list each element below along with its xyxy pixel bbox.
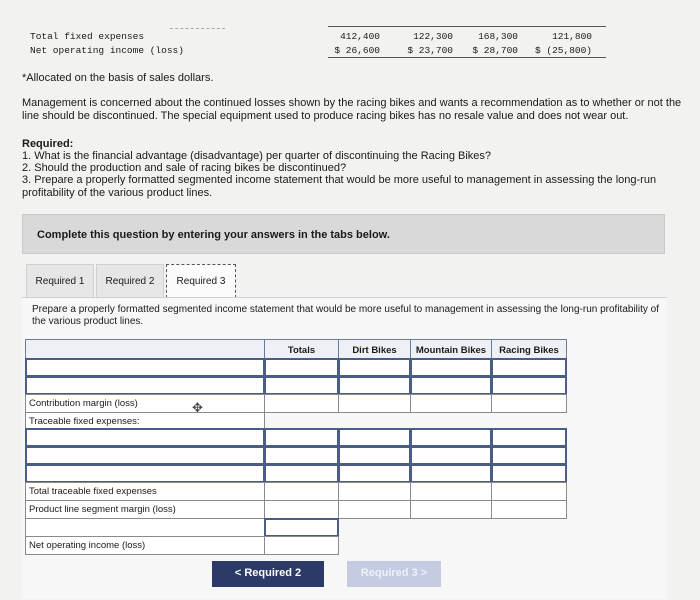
next-button[interactable] [347, 561, 441, 587]
table-header-dirt-bikes: Dirt Bikes [338, 339, 411, 359]
amount-input[interactable] [338, 428, 411, 447]
amount-input[interactable] [410, 482, 492, 501]
table-header-racing-bikes: Racing Bikes [491, 339, 567, 359]
fin-value: $ 26,600 [334, 45, 380, 56]
amount-input[interactable] [264, 394, 339, 413]
amount-input[interactable] [410, 376, 492, 395]
amount-input[interactable] [491, 482, 567, 501]
fin-value: $ 28,700 [472, 45, 518, 56]
fin-label-net-operating: Net operating income (loss) [30, 45, 184, 56]
amount-input[interactable] [264, 428, 339, 447]
table-header-blank [25, 339, 265, 359]
tab-label: Required 2 [105, 276, 155, 287]
amount-input[interactable] [410, 446, 492, 465]
amount-input[interactable] [264, 500, 339, 519]
amount-input[interactable] [264, 464, 339, 483]
amount-input[interactable] [410, 358, 492, 377]
prev-button-label: Required 2 [244, 567, 302, 579]
net-operating-income-label: Net operating income (loss) [25, 536, 265, 555]
amount-input[interactable] [491, 428, 567, 447]
row-label-input[interactable] [25, 428, 265, 447]
amount-input[interactable] [410, 394, 492, 413]
next-button-label: Required 3 [360, 567, 418, 579]
amount-input[interactable] [410, 464, 492, 483]
amount-input[interactable] [338, 394, 411, 413]
fin-value: 121,800 [552, 31, 592, 42]
move-cursor-icon: ✥ [192, 400, 203, 415]
amount-input[interactable] [264, 518, 339, 537]
top-rule [328, 26, 606, 27]
footnote: *Allocated on the basis of sales dollars. [22, 72, 214, 84]
tab-required-2[interactable] [96, 264, 164, 298]
tab-required-3[interactable] [166, 264, 236, 298]
traceable-fixed-label: Traceable fixed expenses: [25, 412, 265, 429]
row-label-input[interactable] [25, 464, 265, 483]
amount-input[interactable] [410, 428, 492, 447]
prev-button[interactable] [212, 561, 324, 587]
total-traceable-label: Total traceable fixed expenses [25, 482, 265, 501]
amount-input[interactable] [338, 376, 411, 395]
amount-input[interactable] [410, 500, 492, 519]
amount-input[interactable] [338, 482, 411, 501]
management-text: Management is concerned about the continued losses shown by the racing bikes and wants a recommendation as to whether or not the line should be discontinued. The special equipment used to produce racing bikes has no resale value and does not wear out. [22, 97, 682, 122]
required-item-2: 2. Should the production and sale of racing bikes be discontinued? [22, 162, 347, 174]
tab-required-1[interactable] [26, 264, 94, 298]
table-header-mountain-bikes: Mountain Bikes [410, 339, 492, 359]
amount-input[interactable] [264, 376, 339, 395]
amount-input[interactable] [491, 394, 567, 413]
instruction-banner-text: Complete this question by entering your answers in the tabs below. [37, 229, 390, 241]
chevron-right-icon: > [417, 567, 428, 579]
amount-input[interactable] [338, 500, 411, 519]
table-header-totals: Totals [264, 339, 339, 359]
instruction-banner [22, 214, 665, 254]
amount-input[interactable] [338, 464, 411, 483]
row-label-input[interactable] [25, 518, 265, 537]
fin-value: 412,400 [340, 31, 380, 42]
amount-input[interactable] [491, 358, 567, 377]
amount-input[interactable] [264, 482, 339, 501]
amount-input[interactable] [264, 446, 339, 465]
amount-input[interactable] [491, 376, 567, 395]
panel-instruction: Prepare a properly formatted segmented income statement that would be more useful to management in assessing the long-run profitability of the various product lines. [32, 304, 660, 327]
amount-input[interactable] [491, 446, 567, 465]
tab-label: Required 3 [176, 276, 226, 287]
fin-value: $ (25,800) [534, 45, 592, 56]
contribution-margin-label: Contribution margin (loss) [25, 394, 265, 413]
amount-input[interactable] [491, 464, 567, 483]
chevron-left-icon: < [234, 567, 245, 579]
fin-label-total-fixed: Total fixed expenses [30, 31, 145, 42]
amount-input[interactable] [264, 536, 339, 555]
row-label-input[interactable] [25, 376, 265, 395]
fin-value: 168,300 [478, 31, 518, 42]
amount-input[interactable] [338, 446, 411, 465]
required-item-1: 1. What is the financial advantage (disadvantage) per quarter of discontinuing the Racing Bikes? [22, 150, 492, 162]
dotted-separator [170, 28, 225, 29]
required-item-3: 3. Prepare a properly formatted segmented income statement that would be more useful to management in assessing the long-run profitability of the various product lines. [22, 174, 657, 199]
row-label-input[interactable] [25, 446, 265, 465]
required-heading: Required: [22, 138, 74, 150]
fin-value: $ 23,700 [407, 45, 453, 56]
segment-margin-label: Product line segment margin (loss) [25, 500, 265, 519]
row-label-input[interactable] [25, 358, 265, 377]
amount-input[interactable] [338, 358, 411, 377]
bottom-rule [328, 57, 606, 58]
amount-input[interactable] [491, 500, 567, 519]
tab-label: Required 1 [35, 276, 85, 287]
amount-input[interactable] [264, 358, 339, 377]
fin-value: 122,300 [413, 31, 453, 42]
